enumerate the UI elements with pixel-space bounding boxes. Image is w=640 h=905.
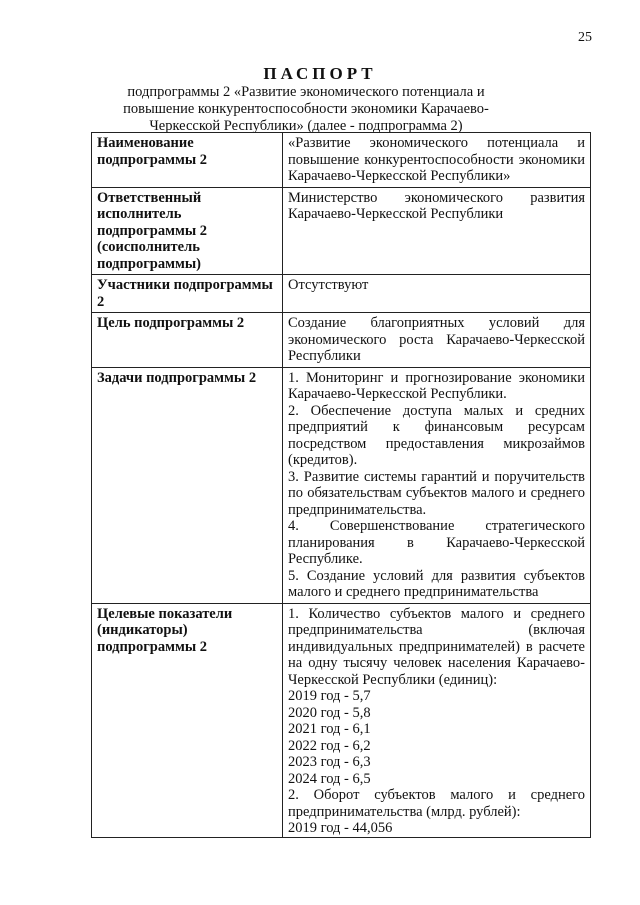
indicator-year-value: 2024 год - 6,5	[288, 770, 371, 787]
indicator-year-value: 2023 год - 6,3	[288, 754, 371, 770]
page-subtitle: подпрограммы 2 «Развитие экономического потенциала и повышение конкурентоспособности экономики Карачаево-Черкесской Республики» (далее - подпрограмма 2)	[123, 84, 489, 134]
row-value-tasks	[283, 367, 591, 603]
table-row-executor	[92, 187, 591, 275]
indicator-year-value: 2019 год - 44,056	[288, 820, 393, 836]
task-item: 4. Совершенствование стратегического планирования в Карачаево-Черкесской Республике.	[288, 518, 585, 567]
row-label-name: Наименование подпрограммы 2	[92, 133, 283, 188]
table-row-name	[92, 133, 591, 188]
table-row-goal	[92, 313, 591, 368]
row-label-tasks: Задачи подпрограммы 2	[92, 367, 283, 603]
row-value-indicators	[283, 603, 591, 837]
indicator-year-value: 2020 год - 5,8	[288, 704, 371, 721]
indicator-item: 2. Оборот субъектов малого и среднего предпринимательства (млрд. рублей):	[288, 787, 585, 820]
task-item: 2. Обеспечение доступа малых и средних предприятий к финансовым ресурсам посредством предоставления микрозаймов (кредитов).	[288, 402, 585, 468]
page-title: ПАСПОРТ	[263, 64, 377, 83]
row-label-executor: Ответственный исполнитель подпрограммы 2 (соисполнитель подпрограммы)	[92, 187, 283, 275]
indicator-year-value: 2021 год - 6,1	[288, 721, 371, 737]
row-value-participants: Отсутствуют	[283, 275, 591, 313]
table-row-participants	[92, 275, 591, 313]
row-label-indicators: Целевые показатели (индикаторы) подпрограммы 2	[92, 603, 283, 837]
row-label-goal: Цель подпрограммы 2	[92, 313, 283, 368]
page-number: 25	[578, 30, 592, 45]
table-row-indicators	[92, 603, 591, 837]
table-row-tasks	[92, 367, 591, 603]
row-value-name: «Развитие экономического потенциала и повышение конкурентоспособности экономики Карачаево-Черкесской Республики»	[283, 133, 591, 188]
indicator-year-value: 2022 год - 6,2	[288, 737, 371, 754]
task-item: 1. Мониторинг и прогнозирование экономики Карачаево-Черкесской Республики.	[288, 369, 585, 402]
indicator-item: 1. Количество субъектов малого и среднего предпринимательства (включая индивидуальных предпринимателей) в расчете на одну тысячу человек населения Карачаево-Черкесской Республики (единиц):	[288, 605, 585, 688]
row-value-executor: Министерство экономического развития Карачаево-Черкесской Республики	[283, 187, 591, 275]
passport-table	[91, 132, 591, 838]
row-label-participants: Участники подпрограммы 2	[92, 275, 283, 313]
task-item: 5. Создание условий для развития субъектов малого и среднего предпринимательства	[288, 567, 585, 600]
task-item: 3. Развитие системы гарантий и поручительств по обязательствам субъектов малого и среднего предпринимательства.	[288, 468, 585, 518]
row-value-goal: Создание благоприятных условий для экономического роста Карачаево-Черкесской Республики	[283, 313, 591, 368]
indicator-year-value: 2019 год - 5,7	[288, 688, 371, 704]
